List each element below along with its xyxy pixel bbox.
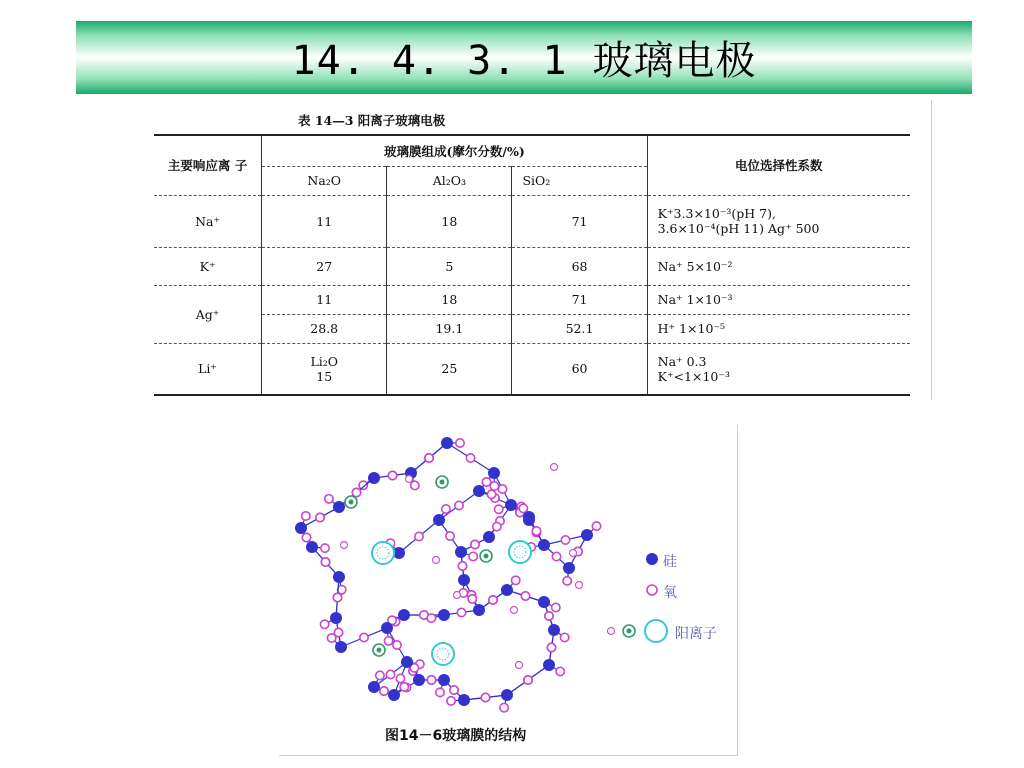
cation-small	[511, 607, 518, 614]
silicon-atom	[581, 529, 593, 541]
value-cell: 11	[262, 195, 387, 247]
silicon-atom	[441, 437, 453, 449]
silicon-atom	[330, 612, 342, 624]
title-bar	[76, 21, 972, 94]
oxygen-atom	[436, 688, 444, 696]
oxygen-atom	[498, 485, 506, 493]
legend-large-cation-icon	[645, 620, 667, 642]
cation-small	[433, 557, 440, 564]
oxygen-atom	[521, 592, 529, 600]
oxygen-atom	[450, 686, 458, 694]
silicon-atom	[458, 574, 470, 586]
silicon-atom	[333, 501, 345, 513]
glass-membrane-diagram	[279, 425, 738, 756]
oxygen-atom	[482, 478, 490, 486]
value-line: Li₂O	[310, 353, 338, 369]
oxygen-atom	[500, 703, 508, 711]
oxygen-atom	[388, 471, 396, 479]
silicon-atom	[381, 622, 393, 634]
legend-silicon-icon	[646, 553, 658, 565]
value-line: 15	[316, 368, 333, 384]
value-cell	[262, 343, 387, 395]
header-composition: 玻璃膜组成(摩尔分数/%)	[262, 135, 647, 166]
oxygen-atom	[360, 633, 368, 641]
oxygen-atom	[466, 454, 474, 462]
silicon-atom	[538, 539, 550, 551]
oxygen-atom	[547, 643, 555, 651]
silicon-atom	[413, 674, 425, 686]
oxygen-atom	[320, 620, 328, 628]
silicon-atom	[438, 674, 450, 686]
oxygen-atom	[456, 439, 464, 447]
header-na2o: Na₂O	[262, 166, 387, 195]
oxygen-atom	[411, 481, 419, 489]
selectivity-cell: Na⁺ 5×10⁻²	[647, 247, 910, 285]
oxygen-atom	[396, 674, 404, 682]
oxygen-atom	[511, 576, 519, 584]
oxygen-atom	[316, 513, 324, 521]
oxygen-atom	[380, 687, 388, 695]
silicon-atom	[401, 656, 413, 668]
selectivity-line: 3.6×10⁻⁴(pH 11) Ag⁺ 500	[657, 221, 820, 236]
value-cell: 25	[387, 343, 512, 395]
oxygen-atom	[519, 504, 527, 512]
silicon-atom	[368, 472, 380, 484]
oxygen-atom	[489, 596, 497, 604]
legend-silicon-label: 硅	[663, 554, 677, 570]
selectivity-cell	[647, 195, 910, 247]
oxygen-atom	[321, 558, 329, 566]
silicon-atom	[563, 562, 575, 574]
silicon-atom	[488, 467, 500, 479]
selectivity-cell: Na⁺ 1×10⁻³	[647, 285, 910, 314]
legend-oxygen-label: 氧	[663, 585, 677, 601]
oxygen-atom	[532, 527, 540, 535]
oxygen-atom	[560, 633, 568, 641]
value-cell: 18	[387, 285, 512, 314]
oxygen-atom	[495, 505, 503, 513]
oxygen-atom	[545, 612, 553, 620]
oxygen-atom	[563, 577, 571, 585]
table-row	[154, 285, 910, 314]
cation-small	[406, 476, 413, 483]
silicon-atom	[455, 546, 467, 558]
silicon-atom	[505, 499, 517, 511]
cation-large	[432, 643, 454, 665]
oxygen-atom	[552, 552, 560, 560]
legend-cation-label: 阳离子	[675, 626, 717, 642]
selectivity-line: K⁺<1×10⁻³	[657, 368, 730, 384]
cation-small	[570, 550, 577, 557]
oxygen-atom	[442, 505, 450, 513]
selectivity-cell: H⁺ 1×10⁻⁵	[647, 314, 910, 343]
silicon-atom	[306, 541, 318, 553]
figure-caption: 图14－6玻璃膜的结构	[385, 728, 527, 744]
silicon-atom	[501, 584, 513, 596]
oxygen-atom	[455, 501, 463, 509]
oxygen-atom	[325, 495, 333, 503]
value-cell: 71	[512, 285, 647, 314]
silicon-atom	[543, 659, 555, 671]
table-row	[154, 247, 910, 285]
cation-medium-core	[377, 648, 382, 653]
value-cell: 71	[512, 195, 647, 247]
value-cell: 11	[262, 285, 387, 314]
cation-medium-core	[349, 500, 354, 505]
value-cell: 27	[262, 247, 387, 285]
silicon-atom	[333, 571, 345, 583]
oxygen-atom	[447, 697, 455, 705]
oxygen-atom	[493, 522, 501, 530]
oxygen-atom	[376, 671, 384, 679]
silicon-atom	[523, 514, 535, 526]
selectivity-cell	[647, 343, 910, 395]
oxygen-atom	[468, 595, 476, 603]
ion-cell: Ag⁺	[154, 285, 262, 343]
silicon-atom	[438, 609, 450, 621]
cation-small	[454, 592, 461, 599]
oxygen-atom	[321, 544, 329, 552]
ion-selective-table	[154, 134, 910, 396]
silicon-atom	[483, 531, 495, 543]
ion-cell: K⁺	[154, 247, 262, 285]
oxygen-atom	[393, 641, 401, 649]
silicon-atom	[433, 514, 445, 526]
header-al2o3: Al₂O₃	[387, 166, 512, 195]
oxygen-atom	[552, 603, 560, 611]
oxygen-atom	[592, 522, 600, 530]
silicon-atom	[388, 689, 400, 701]
oxygen-atom	[327, 634, 335, 642]
oxygen-atom	[481, 693, 489, 701]
oxygen-atom	[302, 533, 310, 541]
silicon-atom	[473, 604, 485, 616]
value-cell: 5	[387, 247, 512, 285]
table-row	[154, 343, 910, 395]
oxygen-atom	[386, 670, 394, 678]
cation-large	[509, 541, 531, 563]
table-row	[154, 314, 910, 343]
oxygen-atom	[415, 532, 423, 540]
cation-small	[516, 662, 523, 669]
table-row	[154, 195, 910, 247]
oxygen-atom	[446, 532, 454, 540]
oxygen-atom	[400, 683, 408, 691]
legend-small-cation-icon	[608, 628, 615, 635]
table-caption: 表 14—3 阳离子玻璃电极	[298, 113, 446, 128]
oxygen-atom	[427, 614, 435, 622]
oxygen-atom	[561, 536, 569, 544]
cation-small	[576, 582, 583, 589]
silicon-atom	[501, 689, 513, 701]
selectivity-line: Na⁺ 0.3	[657, 353, 707, 369]
oxygen-atom	[457, 608, 465, 616]
cation-medium-core	[440, 480, 445, 485]
oxygen-atom	[490, 482, 498, 490]
oxygen-atom	[487, 490, 495, 498]
oxygen-atom	[333, 593, 341, 601]
ion-cell: Na⁺	[154, 195, 262, 247]
silicon-atom	[368, 681, 380, 693]
value-cell: 18	[387, 195, 512, 247]
oxygen-atom	[384, 637, 392, 645]
oxygen-atom	[471, 540, 479, 548]
selectivity-line: K⁺3.3×10⁻³(pH 7),	[657, 206, 776, 221]
header-selectivity: 电位选择性系数	[647, 135, 910, 195]
cation-small	[341, 542, 348, 549]
oxygen-atom	[352, 488, 360, 496]
cation-medium-core	[484, 554, 489, 559]
silicon-atom	[458, 694, 470, 706]
oxygen-atom	[524, 676, 532, 684]
slide-title: 14. 4. 3. 1 玻璃电极	[291, 38, 757, 84]
value-cell: 28.8	[262, 314, 387, 343]
value-cell: 19.1	[387, 314, 512, 343]
silicon-atom	[473, 485, 485, 497]
value-cell: 60	[512, 343, 647, 395]
legend-medium-cation-core	[627, 629, 632, 634]
oxygen-atom	[469, 552, 477, 560]
silicon-atom	[295, 522, 307, 534]
value-cell: 68	[512, 247, 647, 285]
oxygen-atom	[425, 454, 433, 462]
oxygen-atom	[302, 512, 310, 520]
value-cell: 52.1	[512, 314, 647, 343]
oxygen-atom	[556, 667, 564, 675]
cation-small	[551, 464, 558, 471]
cation-large	[372, 542, 394, 564]
silicon-atom	[398, 609, 410, 621]
silicon-atom	[335, 641, 347, 653]
header-sio2: SiO₂	[512, 166, 647, 195]
legend-oxygen-icon	[647, 585, 657, 595]
ion-cell: Li⁺	[154, 343, 262, 395]
silicon-atom	[538, 596, 550, 608]
silicon-atom	[548, 624, 560, 636]
oxygen-atom	[458, 562, 466, 570]
header-main-ion: 主要响应离 子	[154, 135, 262, 195]
oxygen-atom	[427, 676, 435, 684]
